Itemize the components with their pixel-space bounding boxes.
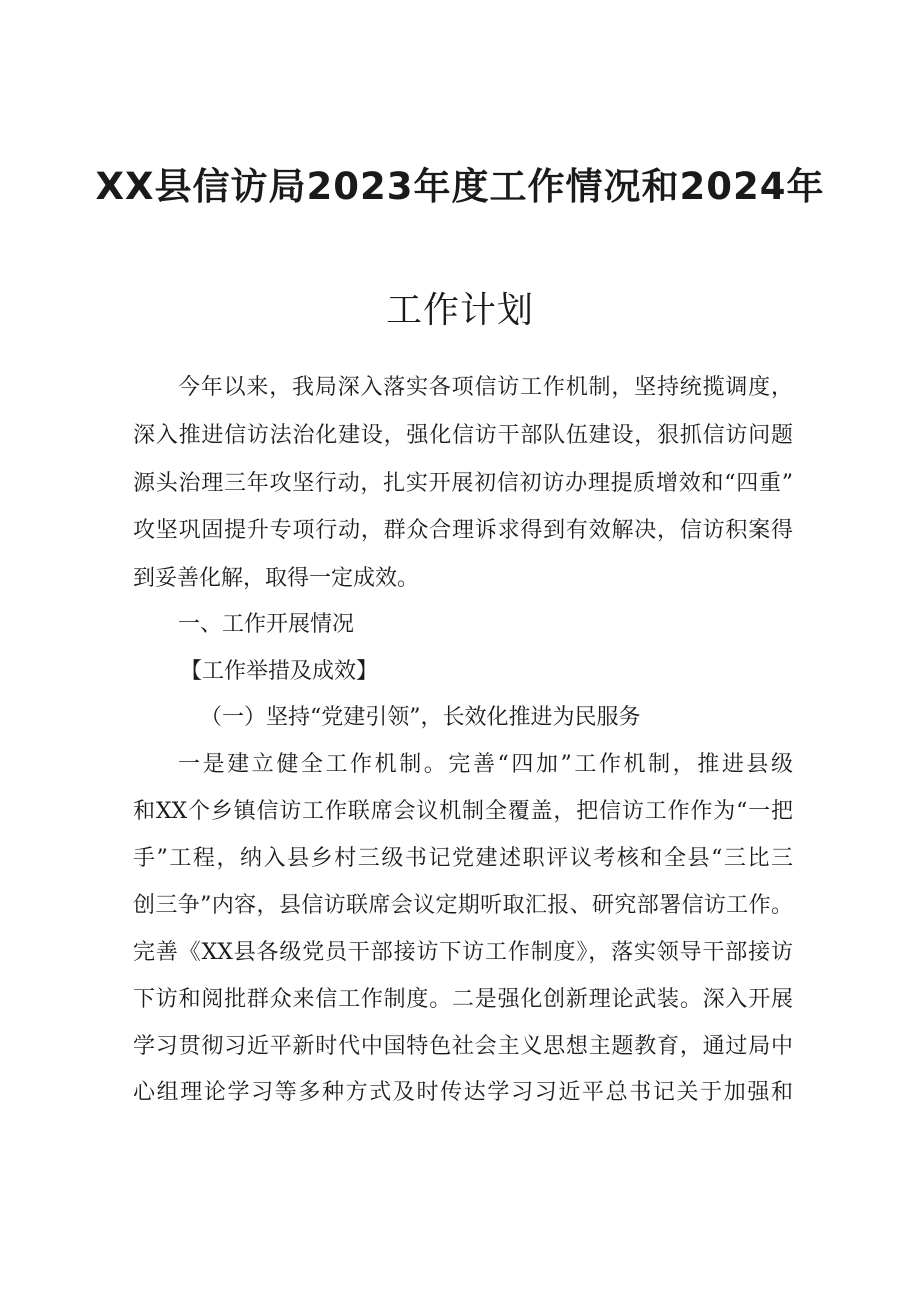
section-heading: 一、工作开展情况 — [178, 612, 355, 637]
body-line-8: 心组理论学习等多种方式及时传达学习习近平总书记关于加强和 — [133, 1080, 793, 1105]
body-line-2: 和XX个乡镇信访工作联席会议机制全覆盖，把信访工作作为“一把 — [133, 799, 793, 824]
intro-line-5: 到妥善化解，取得一定成效。 — [133, 566, 420, 591]
document-title-line-1: XX县信访局2023年度工作情况和2024年 — [95, 165, 825, 208]
body-line-1: 一是建立健全工作机制。完善“四加”工作机制，推进县级 — [178, 752, 793, 777]
intro-line-1: 今年以来，我局深入落实各项信访工作机制，坚持统揽调度， — [178, 375, 793, 400]
body-line-5: 完善《XX县各级党员干部接访下访工作制度》，落实领导干部接访 — [133, 940, 793, 965]
subsection-label: 【工作举措及成效】 — [180, 659, 379, 684]
intro-line-3: 源头治理三年攻坚行动，扎实开展初信初访办理提质增效和“四重” — [133, 471, 793, 496]
document-title-line-2: 工作计划 — [385, 290, 534, 331]
item-heading: （一）坚持“党建引领”，长效化推进为民服务 — [200, 705, 641, 730]
body-line-6: 下访和阅批群众来信工作制度。二是强化创新理论武装。深入开展 — [133, 987, 793, 1012]
body-line-3: 手”工程，纳入县乡村三级书记党建述职评议考核和全县“三比三 — [133, 846, 793, 871]
intro-line-4: 攻坚巩固提升专项行动，群众合理诉求得到有效解决，信访积案得 — [133, 518, 793, 543]
body-line-7: 学习贯彻习近平新时代中国特色社会主义思想主题教育，通过局中 — [133, 1034, 793, 1059]
body-line-4: 创三争”内容，县信访联席会议定期听取汇报、研究部署信访工作。 — [133, 893, 793, 918]
intro-line-2: 深入推进信访法治化建设，强化信访干部队伍建设，狠抓信访问题 — [133, 423, 793, 448]
